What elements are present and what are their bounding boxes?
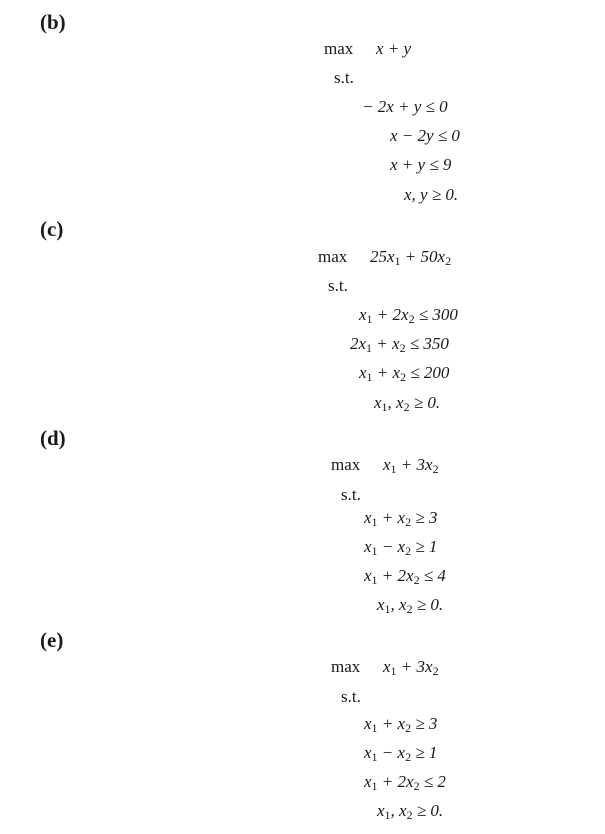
constraint: − 2x + y ≤ 0 — [362, 97, 448, 116]
subject-to-keyword: s.t. — [328, 276, 348, 295]
constraint: x − 2y ≤ 0 — [390, 126, 460, 145]
constraint: $x_1 + x_2 \ge 3$ — [364, 714, 438, 735]
max-keyword: max — [331, 657, 361, 676]
constraint: x + y ≤ 9 — [390, 155, 452, 174]
objective-function: $25x_1 + 50x_2$ — [370, 247, 452, 268]
nonnegativity-constraint: $x_1$, $x_2 \ge 0$. — [377, 595, 444, 616]
nonnegativity-constraint: x, y ≥ 0. — [404, 185, 459, 204]
objective-function: $x_1 + 3x_2$ — [383, 657, 439, 678]
constraint: $x_1 - x_2 \ge 1$ — [364, 743, 438, 764]
nonnegativity-constraint: $x_1$, $x_2 \ge 0$. — [377, 801, 444, 822]
objective-text: x + y — [376, 39, 412, 58]
problem-label-b: (b) — [40, 10, 66, 34]
problem-label-e: (e) — [40, 628, 64, 652]
objective-function — [376, 40, 411, 57]
subject-to-keyword: s.t. — [341, 485, 361, 504]
constraint: $2x_1 + x_2 \le 350$ — [350, 334, 449, 355]
constraint: $x_1 + x_2 \le 200$ — [359, 363, 450, 384]
problem-label-c: (c) — [40, 217, 64, 241]
constraint: $x_1 + 2x_2 \le 4$ — [364, 566, 446, 587]
subject-to-keyword: s.t. — [341, 687, 361, 706]
subject-to-keyword: s.t. — [334, 68, 354, 87]
max-keyword: max — [318, 247, 348, 266]
max-keyword: max — [324, 39, 354, 58]
problem-label-d: (d) — [40, 426, 66, 450]
constraint: $x_1 + 2x_2 \le 300$ — [359, 305, 458, 326]
objective-function: $x_1 + 3x_2$ — [383, 455, 439, 476]
max-keyword: max — [331, 455, 361, 474]
constraint: $x_1 + x_2 \ge 3$ — [364, 508, 438, 529]
nonnegativity-constraint: $x_1$, $x_2 \ge 0$. — [374, 393, 441, 414]
constraint: $x_1 + 2x_2 \le 2$ — [364, 772, 446, 793]
constraint: $x_1 - x_2 \ge 1$ — [364, 537, 438, 558]
